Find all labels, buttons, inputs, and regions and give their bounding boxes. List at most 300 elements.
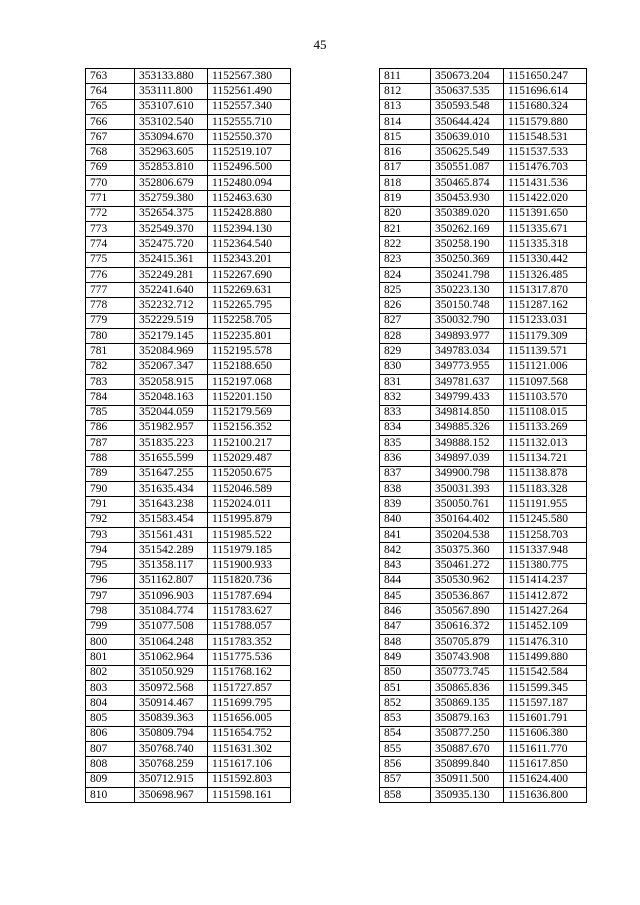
table-row [86, 390, 291, 405]
point-number-cell: 833 [380, 405, 431, 420]
point-number-cell: 841 [380, 527, 431, 542]
y-coordinate-cell: 1152267.690 [208, 267, 291, 282]
y-coordinate-cell: 1151422.020 [504, 191, 587, 206]
table-row [86, 497, 291, 512]
y-coordinate-cell: 1151335.671 [504, 221, 587, 236]
y-coordinate-cell: 1151287.162 [504, 298, 587, 313]
coordinate-table-left [85, 68, 291, 803]
table-row [86, 482, 291, 497]
x-coordinate-cell: 350032.790 [431, 313, 504, 328]
point-number-cell: 852 [380, 696, 431, 711]
point-number-cell: 798 [86, 604, 135, 619]
y-coordinate-cell: 1152394.130 [208, 221, 291, 236]
x-coordinate-cell: 351982.957 [135, 420, 208, 435]
point-number-cell: 846 [380, 604, 431, 619]
table-row [86, 665, 291, 680]
x-coordinate-cell: 353094.670 [135, 130, 208, 145]
point-number-cell: 768 [86, 145, 135, 160]
table-row [380, 711, 587, 726]
y-coordinate-cell: 1152265.795 [208, 298, 291, 313]
y-coordinate-cell: 1151245.580 [504, 512, 587, 527]
y-coordinate-cell: 1151599.345 [504, 680, 587, 695]
x-coordinate-cell: 352084.969 [135, 344, 208, 359]
x-coordinate-cell: 351583.454 [135, 512, 208, 527]
point-number-cell: 827 [380, 313, 431, 328]
table-row [380, 634, 587, 649]
point-number-cell: 823 [380, 252, 431, 267]
y-coordinate-cell: 1152100.217 [208, 436, 291, 451]
table-row [380, 237, 587, 252]
y-coordinate-cell: 1151337.948 [504, 543, 587, 558]
y-coordinate-cell: 1152364.540 [208, 237, 291, 252]
point-number-cell: 792 [86, 512, 135, 527]
table-row [86, 696, 291, 711]
x-coordinate-cell: 350625.549 [431, 145, 504, 160]
x-coordinate-cell: 349888.152 [431, 436, 504, 451]
table-row [380, 405, 587, 420]
point-number-cell: 810 [86, 787, 135, 802]
x-coordinate-cell: 351358.117 [135, 558, 208, 573]
x-coordinate-cell: 353107.610 [135, 99, 208, 114]
table-row [86, 711, 291, 726]
x-coordinate-cell: 350773.745 [431, 665, 504, 680]
point-number-cell: 848 [380, 634, 431, 649]
y-coordinate-cell: 1151680.324 [504, 99, 587, 114]
point-number-cell: 858 [380, 787, 431, 802]
point-number-cell: 844 [380, 573, 431, 588]
y-coordinate-cell: 1151995.879 [208, 512, 291, 527]
x-coordinate-cell: 349799.433 [431, 390, 504, 405]
x-coordinate-cell: 352249.281 [135, 267, 208, 282]
table-row [380, 390, 587, 405]
y-coordinate-cell: 1151979.185 [208, 543, 291, 558]
y-coordinate-cell: 1151650.247 [504, 69, 587, 84]
table-row [380, 130, 587, 145]
x-coordinate-cell: 352067.347 [135, 359, 208, 374]
table-row [86, 252, 291, 267]
table-row [380, 451, 587, 466]
x-coordinate-cell: 352654.375 [135, 206, 208, 221]
point-number-cell: 771 [86, 191, 135, 206]
point-number-cell: 774 [86, 237, 135, 252]
x-coordinate-cell: 350768.740 [135, 742, 208, 757]
x-coordinate-cell: 353111.800 [135, 84, 208, 99]
x-coordinate-cell: 349773.955 [431, 359, 504, 374]
x-coordinate-cell: 352179.145 [135, 329, 208, 344]
y-coordinate-cell: 1152496.500 [208, 160, 291, 175]
point-number-cell: 787 [86, 436, 135, 451]
table-row [380, 374, 587, 389]
point-number-cell: 838 [380, 482, 431, 497]
y-coordinate-cell: 1151606.380 [504, 726, 587, 741]
y-coordinate-cell: 1151654.752 [208, 726, 291, 741]
y-coordinate-cell: 1151139.571 [504, 344, 587, 359]
point-number-cell: 856 [380, 757, 431, 772]
point-number-cell: 819 [380, 191, 431, 206]
y-coordinate-cell: 1151132.013 [504, 436, 587, 451]
table-row [380, 206, 587, 221]
table-row [86, 757, 291, 772]
y-coordinate-cell: 1151391.650 [504, 206, 587, 221]
x-coordinate-cell: 351835.223 [135, 436, 208, 451]
table-row [380, 420, 587, 435]
x-coordinate-cell: 351064.248 [135, 634, 208, 649]
point-number-cell: 807 [86, 742, 135, 757]
x-coordinate-cell: 350389.020 [431, 206, 504, 221]
table-row [380, 650, 587, 665]
table-row [86, 619, 291, 634]
x-coordinate-cell: 350911.500 [431, 772, 504, 787]
y-coordinate-cell: 1151179.309 [504, 329, 587, 344]
y-coordinate-cell: 1151258.703 [504, 527, 587, 542]
point-number-cell: 763 [86, 69, 135, 84]
x-coordinate-cell: 352229.519 [135, 313, 208, 328]
x-coordinate-cell: 352044.059 [135, 405, 208, 420]
table-row [380, 176, 587, 191]
y-coordinate-cell: 1152188.650 [208, 359, 291, 374]
table-row [380, 69, 587, 84]
table-row [86, 69, 291, 84]
x-coordinate-cell: 350250.369 [431, 252, 504, 267]
table-row [86, 543, 291, 558]
y-coordinate-cell: 1151611.770 [504, 742, 587, 757]
table-row [380, 221, 587, 236]
y-coordinate-cell: 1151427.264 [504, 604, 587, 619]
table-row [380, 726, 587, 741]
point-number-cell: 837 [380, 466, 431, 481]
x-coordinate-cell: 350258.190 [431, 237, 504, 252]
x-coordinate-cell: 349897.039 [431, 451, 504, 466]
y-coordinate-cell: 1151820.736 [208, 573, 291, 588]
table-row [86, 512, 291, 527]
coordinate-table-right-body [380, 69, 587, 803]
x-coordinate-cell: 349781.637 [431, 374, 504, 389]
point-number-cell: 855 [380, 742, 431, 757]
y-coordinate-cell: 1151617.850 [504, 757, 587, 772]
y-coordinate-cell: 1151788.057 [208, 619, 291, 634]
y-coordinate-cell: 1151597.187 [504, 696, 587, 711]
x-coordinate-cell: 350593.548 [431, 99, 504, 114]
table-row [86, 558, 291, 573]
point-number-cell: 786 [86, 420, 135, 435]
point-number-cell: 773 [86, 221, 135, 236]
x-coordinate-cell: 350050.761 [431, 497, 504, 512]
point-number-cell: 857 [380, 772, 431, 787]
y-coordinate-cell: 1151542.584 [504, 665, 587, 680]
table-row [380, 573, 587, 588]
point-number-cell: 825 [380, 283, 431, 298]
x-coordinate-cell: 351162.807 [135, 573, 208, 588]
point-number-cell: 830 [380, 359, 431, 374]
y-coordinate-cell: 1151499.880 [504, 650, 587, 665]
x-coordinate-cell: 350869.135 [431, 696, 504, 711]
x-coordinate-cell: 350204.538 [431, 527, 504, 542]
point-number-cell: 791 [86, 497, 135, 512]
table-row [380, 466, 587, 481]
x-coordinate-cell: 350698.967 [135, 787, 208, 802]
point-number-cell: 802 [86, 665, 135, 680]
x-coordinate-cell: 350899.840 [431, 757, 504, 772]
y-coordinate-cell: 1152428.880 [208, 206, 291, 221]
table-row [86, 742, 291, 757]
y-coordinate-cell: 1152550.370 [208, 130, 291, 145]
point-number-cell: 801 [86, 650, 135, 665]
y-coordinate-cell: 1151317.870 [504, 283, 587, 298]
table-row [380, 543, 587, 558]
y-coordinate-cell: 1151783.627 [208, 604, 291, 619]
table-row [86, 772, 291, 787]
point-number-cell: 805 [86, 711, 135, 726]
y-coordinate-cell: 1151985.522 [208, 527, 291, 542]
table-row [380, 114, 587, 129]
table-row [86, 298, 291, 313]
y-coordinate-cell: 1151579.880 [504, 114, 587, 129]
table-row [86, 206, 291, 221]
point-number-cell: 847 [380, 619, 431, 634]
x-coordinate-cell: 350705.879 [431, 634, 504, 649]
point-number-cell: 849 [380, 650, 431, 665]
x-coordinate-cell: 350673.204 [431, 69, 504, 84]
point-number-cell: 809 [86, 772, 135, 787]
x-coordinate-cell: 351635.434 [135, 482, 208, 497]
x-coordinate-cell: 350637.535 [431, 84, 504, 99]
point-number-cell: 804 [86, 696, 135, 711]
table-row [86, 313, 291, 328]
point-number-cell: 803 [86, 680, 135, 695]
table-row [380, 436, 587, 451]
x-coordinate-cell: 351655.599 [135, 451, 208, 466]
table-row [380, 267, 587, 282]
x-coordinate-cell: 349814.850 [431, 405, 504, 420]
point-number-cell: 796 [86, 573, 135, 588]
table-row [86, 573, 291, 588]
point-number-cell: 764 [86, 84, 135, 99]
x-coordinate-cell: 350262.169 [431, 221, 504, 236]
y-coordinate-cell: 1151233.031 [504, 313, 587, 328]
point-number-cell: 784 [86, 390, 135, 405]
x-coordinate-cell: 350879.163 [431, 711, 504, 726]
point-number-cell: 779 [86, 313, 135, 328]
x-coordinate-cell: 350031.393 [431, 482, 504, 497]
table-row [86, 329, 291, 344]
y-coordinate-cell: 1151696.614 [504, 84, 587, 99]
x-coordinate-cell: 350616.372 [431, 619, 504, 634]
table-row [86, 176, 291, 191]
x-coordinate-cell: 350461.272 [431, 558, 504, 573]
y-coordinate-cell: 1152195.578 [208, 344, 291, 359]
y-coordinate-cell: 1151699.795 [208, 696, 291, 711]
table-row [380, 527, 587, 542]
point-number-cell: 775 [86, 252, 135, 267]
point-number-cell: 845 [380, 589, 431, 604]
page-number: 45 [313, 37, 327, 52]
y-coordinate-cell: 1151380.775 [504, 558, 587, 573]
x-coordinate-cell: 352415.361 [135, 252, 208, 267]
table-row [86, 344, 291, 359]
point-number-cell: 765 [86, 99, 135, 114]
point-number-cell: 813 [380, 99, 431, 114]
table-row [86, 787, 291, 802]
point-number-cell: 828 [380, 329, 431, 344]
table-row [86, 436, 291, 451]
y-coordinate-cell: 1152343.201 [208, 252, 291, 267]
point-number-cell: 781 [86, 344, 135, 359]
x-coordinate-cell: 350223.130 [431, 283, 504, 298]
point-number-cell: 767 [86, 130, 135, 145]
table-row [86, 130, 291, 145]
table-row [86, 359, 291, 374]
point-number-cell: 790 [86, 482, 135, 497]
table-row [380, 145, 587, 160]
point-number-cell: 772 [86, 206, 135, 221]
x-coordinate-cell: 350465.874 [431, 176, 504, 191]
table-row [86, 680, 291, 695]
table-row [380, 604, 587, 619]
table-row [380, 359, 587, 374]
point-number-cell: 795 [86, 558, 135, 573]
y-coordinate-cell: 1151601.791 [504, 711, 587, 726]
point-number-cell: 839 [380, 497, 431, 512]
y-coordinate-cell: 1151414.237 [504, 573, 587, 588]
point-number-cell: 835 [380, 436, 431, 451]
table-row [86, 726, 291, 741]
table-row [380, 84, 587, 99]
table-row [86, 650, 291, 665]
y-coordinate-cell: 1152024.011 [208, 497, 291, 512]
y-coordinate-cell: 1151326.485 [504, 267, 587, 282]
y-coordinate-cell: 1151183.328 [504, 482, 587, 497]
x-coordinate-cell: 351062.964 [135, 650, 208, 665]
table-row [86, 99, 291, 114]
point-number-cell: 824 [380, 267, 431, 282]
y-coordinate-cell: 1152269.631 [208, 283, 291, 298]
y-coordinate-cell: 1151097.568 [504, 374, 587, 389]
point-number-cell: 842 [380, 543, 431, 558]
x-coordinate-cell: 349783.034 [431, 344, 504, 359]
y-coordinate-cell: 1152179.569 [208, 405, 291, 420]
coordinate-table-right [379, 68, 587, 803]
coordinate-table-left-body [86, 69, 291, 803]
point-number-cell: 816 [380, 145, 431, 160]
table-row [380, 772, 587, 787]
y-coordinate-cell: 1151900.933 [208, 558, 291, 573]
x-coordinate-cell: 350530.962 [431, 573, 504, 588]
y-coordinate-cell: 1151412.872 [504, 589, 587, 604]
point-number-cell: 797 [86, 589, 135, 604]
table-row [86, 466, 291, 481]
table-row [380, 313, 587, 328]
table-row [86, 114, 291, 129]
table-row [86, 405, 291, 420]
point-number-cell: 788 [86, 451, 135, 466]
point-number-cell: 831 [380, 374, 431, 389]
table-row [86, 451, 291, 466]
table-row [380, 252, 587, 267]
point-number-cell: 834 [380, 420, 431, 435]
y-coordinate-cell: 1151476.703 [504, 160, 587, 175]
y-coordinate-cell: 1151624.400 [504, 772, 587, 787]
y-coordinate-cell: 1151134.721 [504, 451, 587, 466]
x-coordinate-cell: 350839.363 [135, 711, 208, 726]
point-number-cell: 794 [86, 543, 135, 558]
y-coordinate-cell: 1152519.107 [208, 145, 291, 160]
point-number-cell: 766 [86, 114, 135, 129]
point-number-cell: 822 [380, 237, 431, 252]
x-coordinate-cell: 350877.250 [431, 726, 504, 741]
point-number-cell: 808 [86, 757, 135, 772]
x-coordinate-cell: 352475.720 [135, 237, 208, 252]
table-row [86, 527, 291, 542]
point-number-cell: 853 [380, 711, 431, 726]
y-coordinate-cell: 1152557.340 [208, 99, 291, 114]
table-row [86, 283, 291, 298]
table-row [380, 298, 587, 313]
table-row [380, 191, 587, 206]
y-coordinate-cell: 1151787.694 [208, 589, 291, 604]
y-coordinate-cell: 1152050.675 [208, 466, 291, 481]
point-number-cell: 817 [380, 160, 431, 175]
y-coordinate-cell: 1151330.442 [504, 252, 587, 267]
y-coordinate-cell: 1151592.803 [208, 772, 291, 787]
point-number-cell: 829 [380, 344, 431, 359]
y-coordinate-cell: 1151121.006 [504, 359, 587, 374]
table-row [86, 160, 291, 175]
x-coordinate-cell: 351643.238 [135, 497, 208, 512]
point-number-cell: 811 [380, 69, 431, 84]
y-coordinate-cell: 1151138.878 [504, 466, 587, 481]
x-coordinate-cell: 351647.255 [135, 466, 208, 481]
y-coordinate-cell: 1151656.005 [208, 711, 291, 726]
table-row [380, 283, 587, 298]
y-coordinate-cell: 1151617.106 [208, 757, 291, 772]
y-coordinate-cell: 1152480.094 [208, 176, 291, 191]
point-number-cell: 818 [380, 176, 431, 191]
point-number-cell: 850 [380, 665, 431, 680]
table-row [380, 99, 587, 114]
point-number-cell: 793 [86, 527, 135, 542]
point-number-cell: 854 [380, 726, 431, 741]
table-row [86, 267, 291, 282]
table-row [380, 344, 587, 359]
x-coordinate-cell: 350809.794 [135, 726, 208, 741]
table-row [380, 787, 587, 802]
y-coordinate-cell: 1152555.710 [208, 114, 291, 129]
x-coordinate-cell: 351050.929 [135, 665, 208, 680]
table-row [380, 589, 587, 604]
x-coordinate-cell: 350972.568 [135, 680, 208, 695]
x-coordinate-cell: 350453.930 [431, 191, 504, 206]
y-coordinate-cell: 1152156.352 [208, 420, 291, 435]
table-row [86, 221, 291, 236]
x-coordinate-cell: 349893.977 [431, 329, 504, 344]
point-number-cell: 843 [380, 558, 431, 573]
y-coordinate-cell: 1151548.531 [504, 130, 587, 145]
point-number-cell: 769 [86, 160, 135, 175]
y-coordinate-cell: 1151335.318 [504, 237, 587, 252]
point-number-cell: 778 [86, 298, 135, 313]
y-coordinate-cell: 1151103.570 [504, 390, 587, 405]
y-coordinate-cell: 1151537.533 [504, 145, 587, 160]
point-number-cell: 800 [86, 634, 135, 649]
y-coordinate-cell: 1152463.630 [208, 191, 291, 206]
x-coordinate-cell: 350639.010 [431, 130, 504, 145]
x-coordinate-cell: 352048.163 [135, 390, 208, 405]
x-coordinate-cell: 350241.798 [431, 267, 504, 282]
y-coordinate-cell: 1152197.068 [208, 374, 291, 389]
point-number-cell: 814 [380, 114, 431, 129]
x-coordinate-cell: 350887.670 [431, 742, 504, 757]
table-row [86, 237, 291, 252]
